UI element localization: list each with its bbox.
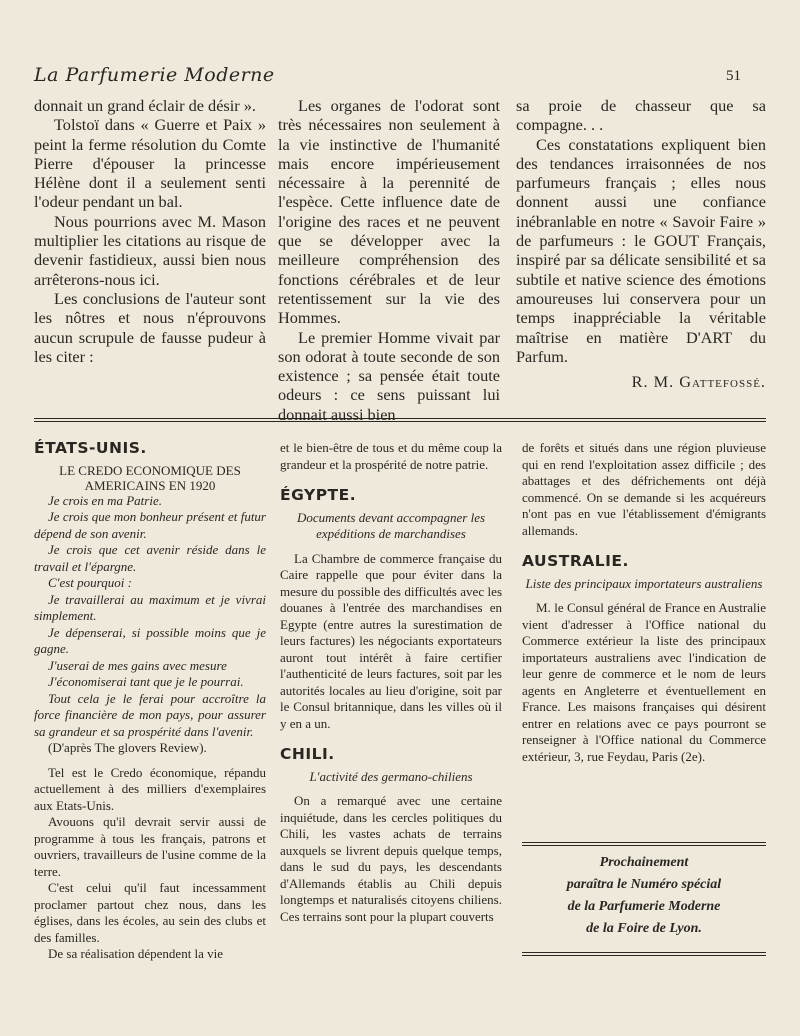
credo-line: Je crois que mon bonheur présent et futur dépend de son avenir. [34, 509, 266, 541]
credo-line: Je travaillerai au maximum et je vivrai simplement. [34, 591, 266, 623]
paragraph: C'est celui qu'il faut incessamment proclamer partout chez nous, dans les églises, dans les écoles, au sein des clubs et des familles. [34, 880, 266, 945]
section-heading-australia: AUSTRALIE. [522, 552, 629, 570]
section-subheading: L'activité des germano-chiliens [309, 768, 473, 784]
australia-column [522, 440, 766, 765]
credo-line: Je crois en ma Patrie. [48, 492, 162, 508]
credo-title: LE CREDO ECONOMIQUE DES AMERICAINS EN 1920 [59, 462, 241, 493]
paragraph: De sa réalisation dépendent la vie [48, 946, 224, 961]
paragraph: Les organes de l'odorat sont très nécessaires non seulement à la vie instinctive de l'humanité mais encore impérieusement nécessaire à la perennité de l'espèce. Cette influence date de l'origine des races et ne peuvent que se développer avec la meilleure compréhension des fonctions cérébrales et de leur retentissement sur la vie des Hommes. [278, 96, 500, 328]
paragraph: Avouons qu'il devrait servir aussi de programme à tous les français, patrons et ouvriers, travailleurs de l'usine comme de la terre. [34, 814, 266, 879]
credo-source: (D'après The glovers Review). [48, 740, 207, 755]
paragraph: et le bien-être de tous et du même coup la grandeur et la prospérité de notre patrie. [280, 440, 502, 472]
paragraph: Les conclusions de l'auteur sont les nôtres et nous n'éprouvons aucun scrupule de fausse pudeur à les citer : [34, 288, 266, 366]
credo-line: Je crois que cet avenir réside dans le travail et l'épargne. [34, 542, 266, 574]
paragraph: Ces constatations expliquent bien des tendances irraisonnées de nos parfumeurs français ; elles nous donnent aussi une confiance inébranlable en notre « Savoir Faire » de parfumeurs : le GOUT Français, inspiré par sa délicate sensibilité et sa subtile et native science des émotions amoureuses lui conservera pour un temps inappréciable la véritable maîtrise en matière D'ART du Parfum. [516, 134, 766, 366]
paragraph: On a remarqué avec une certaine inquiétude, dans les cercles politiques du Chili, les vastes achats de terrains auxquels se livrent depuis quelque temps, dans le sud du pays, les descendants d'Allemands établis au Chili depuis longtemps et naturalisés citoyens chiliens. Ces terrains sont pour la plupart couverts [280, 793, 502, 924]
credo-line: J'économiserai tant que je le pourrai. [48, 674, 244, 689]
egypt-chile-column [280, 440, 502, 925]
credo-line: Tout cela je le ferai pour accroître la force financière de mon pays, pour assurer sa grandeur et sa prospérité dans l'avenir. [34, 690, 266, 739]
credo-line: J'userai de mes gains avec mesure [48, 657, 227, 673]
announcement-line: paraîtra le Numéro spécial [566, 877, 722, 892]
credo-line: Je dépenserai, si possible moins que je gagne. [34, 624, 266, 656]
notice-rule-top [522, 842, 766, 846]
paragraph: M. le Consul général de France en Australie vient d'adresser à l'Office national du Commerce extérieur la liste des principaux importateurs australiens avec l'indication de leur genre de commerce et le nom de leurs agents en Angleterre et éventuellement en France. Les maisons françaises qui désirent entrer en relations avec ce pays pourront se renseigner à l'Office national du Commerce extérieur, 3, rue Feydau, Paris (2e). [522, 600, 766, 764]
section-subheading: Liste des principaux importateurs australiens [525, 575, 763, 591]
top-column-2 [278, 96, 500, 424]
announcement-line: de la Foire de Lyon. [586, 921, 702, 936]
paragraph: La Chambre de commerce française du Caire rappelle que pour éviter dans la mesure du possible des difficultés avec les douanes à l'entrée des marchandises en Egypte (entre autres la surestimation de leurs factures) les négociants exportateurs auront tout intérêt à faire certifier l'authenticité de leurs factures, soit par les autorités locales au lieu d'origine, soit par le Consul britannique, dans les villes où il y en a un. [280, 550, 502, 731]
masthead-title: La Parfumerie Moderne [34, 64, 275, 86]
section-heading-egypt: ÉGYPTE. [280, 486, 357, 504]
page-number: 51 [726, 68, 741, 84]
section-subheading: Documents devant accompagner les expéditions de marchandises [296, 509, 486, 541]
paragraph: de forêts et situés dans une région pluvieuse qui en rend l'exploitation assez difficile ; des abattages et des défrichements ont déjà commencé. On se demande si les acquéreurs n'ont pas en vue l'établissement d'émigrants allemands. [522, 440, 766, 538]
credo-line: C'est pourquoi : [48, 575, 132, 590]
paragraph: Tel est le Credo économique, répandu actuellement à des milliers d'exemplaires aux Etats-Unis. [34, 764, 266, 813]
usa-column [34, 440, 266, 963]
divider [34, 421, 766, 422]
section-heading-usa: ÉTATS-UNIS. [34, 439, 147, 457]
paragraph: Tolstoï dans « Guerre et Paix » peint la ferme résolution du Comte Pierre d'épouser la princesse Hélène dont il a seulement senti l'odeur pendant un bal. [34, 115, 266, 212]
paragraph: Nous pourrions avec M. Mason multiplier les citations au risque de devenir fastidieux, aussi bien nous arrêterons-nous ici. [34, 211, 266, 289]
top-column-1 [34, 96, 266, 366]
top-column-3 [516, 96, 766, 391]
paragraph: Le premier Homme vivait par son odorat à toute seconde de son existence ; sa pensée était toute odeurs : ce sens puissant lui donnait aussi bien [278, 327, 500, 424]
paragraph: sa proie de chasseur que sa compagne. . . [516, 96, 766, 135]
author-signature: R. M. Gattefossé. [631, 372, 766, 392]
announcement-line: de la Parfumerie Moderne [567, 899, 721, 914]
divider [34, 418, 766, 419]
announcement-line: Prochainement [599, 855, 689, 870]
notice-rule-bottom [522, 952, 766, 956]
announcement-box [522, 852, 766, 940]
section-heading-chile: CHILI. [280, 745, 335, 763]
paragraph: donnait un grand éclair de désir ». [34, 96, 256, 115]
